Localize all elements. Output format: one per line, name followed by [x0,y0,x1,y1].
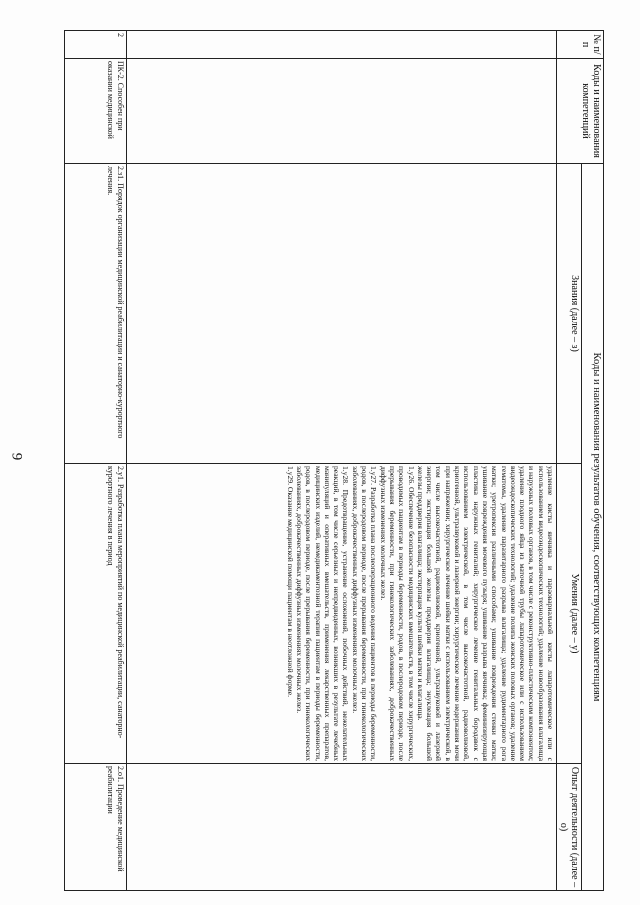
rotated-table-sheet [30,0,610,905]
header-codes: Коды и наименования компетенций [557,59,604,164]
skills-paragraph: 1.у29. Оказание медицинской помощи пациентам в неотложной форме. [285,466,295,698]
row2-knowledge: 2.з1. Порядок организации медицинской реабилитации и санаторно-курортного лечения. [65,164,127,464]
skills-paragraph: 1.у26. Обеспечение безопасности медицинских вмешательств, в том числе хирургических, проводимых пациентам в периоды беременности, родов, в послеродовом периоде, после прерывания беременности, при гинекологических заболеваниях, доброкачественных диффузных изменениях молочных желез. [378,466,416,761]
row2-num: 2 [65,31,127,59]
header-group: Коды и наименования результатов обучения, соответствующих компетенциям [582,164,604,891]
table-row [65,31,127,891]
header-num: № п/п [557,31,604,59]
row1-num [127,31,557,59]
row1-knowledge [127,164,557,464]
competency-table [64,30,604,891]
skills-paragraph: удаление кисты яичника и параовариальной кисты лапаротомическое или с использованием видеоэндоскопических технологий; удаление новообразования влагалища и наружных половых органов, в том числе с реконструктивно-пластическим компонентом; удаление плодного яйца из маточной трубы лапаротомическое или с использованием видеоэндоскопических технологий; удаление полипа женских половых органов; удаление гематомы, удаление паразитарного разрыва влагалища; удаление рудиментарного рога матки; уретропексия различными способами; ушивание повреждения стенки матки; ушивание повреждения мочевого пузыря; ушивание разрыва яичника; феминизирующая пластика наружных гениталий; хирургическое лечение генитальных бородавок с использованием электрической, в том числе высокочастотной, радиоволновой, криогенной, ультразвуковой и лазерной энергии; хирургическое лечение недержания мочи при напряжении; хирургическое лечение шейки матки с использованием электрической, в том числе высокочастотной, радиоволновой, криогенной, ультразвуковой и лазерной энергии; экстирпация большой железы преддверия влагалища; энуклеация большой железы преддверия влагалища; экстирпация культи шейки матки и влагалища. [415,466,555,761]
header-knowledge: Знания (далее – з) [557,164,582,464]
row2-experience: 2.о1. Проведение медицинской реабилитации [65,764,127,891]
header-skills: Умения (далее – у) [557,464,582,764]
row1-codes [127,59,557,164]
table-row [127,31,557,891]
row2-skills: 2.у1. Разработка плана мероприятий по медицинской реабилитации, санаторно-курортного лечения в период [65,464,127,764]
header-experience: Опыт деятельности (далее – о) [557,764,582,891]
row2-codes: ПК-2. Способен при оказании медицинской [65,59,127,164]
skills-paragraph: 1.у28. Предотвращение, устранение осложнений, побочных действий, нежелательных реакций, в том числе серьезных и непредвиденных, возникших в результате лечебных манипуляций и оперативных вмешательств, применения лекарственных препаратов, медицинских изделий, немедикаментозной терапии пациентам в периоды беременности, родов, в послеродовом периоде, после прерывания беременности, при гинекологических заболеваниях, доброкачественных диффузных изменениях молочных желез. [294,466,351,761]
page-number: 9 [8,452,25,461]
row1-experience [127,764,557,891]
row1-skills [127,464,557,764]
skills-paragraph: 1.у27. Разработка плана послеоперационного ведения пациентов в периоды беременности, родов, в послеродовом периоде, после прерывания беременности, при гинекологических заболеваниях, доброкачественных диффузных изменениях молочных желез. [350,466,379,761]
